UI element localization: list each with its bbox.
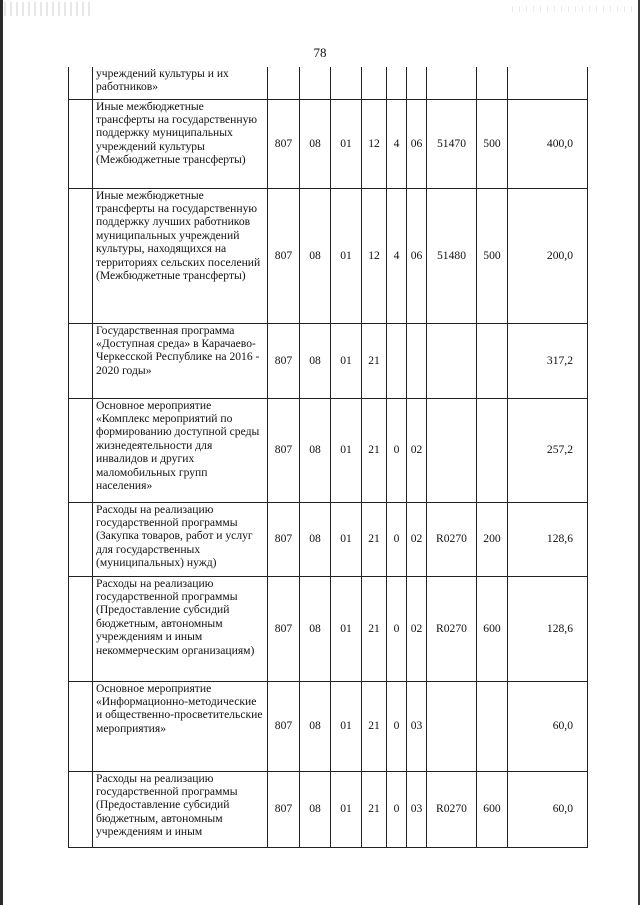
- description-cell: Расходы на реализацию государственной программы (Предоставление субсидий бюджетным, автономным учреждениям и иным: [93, 771, 268, 847]
- scan-noise-marks-right: [512, 6, 632, 12]
- table-row: [69, 99, 588, 188]
- row-number-cell: [69, 99, 93, 188]
- row-number-cell: [69, 681, 93, 771]
- subprogram-cell: 4: [387, 99, 407, 188]
- section-cell: [300, 67, 331, 99]
- grbs-cell: 807: [268, 681, 300, 771]
- amount-cell: 60,0: [508, 681, 588, 771]
- table-row: [69, 771, 588, 847]
- section-cell: 08: [300, 502, 331, 576]
- grbs-cell: 807: [268, 188, 300, 323]
- expense-type-cell: 200: [477, 502, 508, 576]
- description-cell: Основное мероприятие «Комплекс мероприятий по формированию доступной среды жизнедеятельности для инвалидов и других маломобильных групп населения»: [93, 398, 268, 502]
- row-number-cell: [69, 502, 93, 576]
- program-cell: 21: [362, 323, 387, 398]
- scan-edge-left: [0, 0, 3, 905]
- expense-type-cell: 600: [477, 576, 508, 681]
- grbs-cell: 807: [268, 398, 300, 502]
- subsection-cell: 01: [331, 502, 362, 576]
- program-cell: 12: [362, 188, 387, 323]
- main-activity-cell: 02: [407, 576, 427, 681]
- expense-direction-cell: R0270: [427, 576, 477, 681]
- program-cell: [362, 67, 387, 99]
- row-number-cell: [69, 188, 93, 323]
- main-activity-cell: 06: [407, 99, 427, 188]
- expense-direction-cell: [427, 67, 477, 99]
- expense-type-cell: 500: [477, 99, 508, 188]
- section-cell: 08: [300, 398, 331, 502]
- row-number-cell: [69, 771, 93, 847]
- amount-cell: 317,2: [508, 323, 588, 398]
- grbs-cell: 807: [268, 771, 300, 847]
- main-activity-cell: 03: [407, 771, 427, 847]
- subprogram-cell: [387, 67, 407, 99]
- table-row: [69, 502, 588, 576]
- subprogram-cell: [387, 323, 407, 398]
- program-cell: 21: [362, 576, 387, 681]
- subsection-cell: 01: [331, 188, 362, 323]
- subprogram-cell: 0: [387, 398, 407, 502]
- page-number: 78: [313, 45, 327, 60]
- main-activity-cell: [407, 323, 427, 398]
- table-row: [69, 188, 588, 323]
- description-cell: Иные межбюджетные трансферты на государственную поддержку лучших работников муниципальных учреждений культуры, находящихся на территориях сельских поселений (Межбюджетные трансферты): [93, 188, 268, 323]
- subsection-cell: 01: [331, 771, 362, 847]
- program-cell: 21: [362, 398, 387, 502]
- subsection-cell: 01: [331, 323, 362, 398]
- main-activity-cell: 03: [407, 681, 427, 771]
- description-cell: Основное мероприятие «Информационно-методические и общественно-просветительские мероприятия»: [93, 681, 268, 771]
- scan-noise-marks: [4, 2, 94, 16]
- table-row: [69, 681, 588, 771]
- subprogram-cell: 0: [387, 771, 407, 847]
- section-cell: 08: [300, 323, 331, 398]
- subsection-cell: 01: [331, 398, 362, 502]
- section-cell: 08: [300, 771, 331, 847]
- amount-cell: 400,0: [508, 99, 588, 188]
- amount-cell: 257,2: [508, 398, 588, 502]
- main-activity-cell: [407, 67, 427, 99]
- section-cell: 08: [300, 681, 331, 771]
- amount-cell: 60,0: [508, 771, 588, 847]
- section-cell: 08: [300, 188, 331, 323]
- amount-cell: 200,0: [508, 188, 588, 323]
- expense-direction-cell: [427, 323, 477, 398]
- description-cell: учреждений культуры и их работников»: [93, 67, 268, 99]
- main-activity-cell: 06: [407, 188, 427, 323]
- program-cell: 12: [362, 99, 387, 188]
- table-row: [69, 576, 588, 681]
- program-cell: 21: [362, 771, 387, 847]
- table-row: [69, 323, 588, 398]
- subprogram-cell: 4: [387, 188, 407, 323]
- grbs-cell: 807: [268, 576, 300, 681]
- amount-cell: 128,6: [508, 502, 588, 576]
- description-cell: Расходы на реализацию государственной программы (Закупка товаров, работ и услуг для государственных (муниципальных) нужд): [93, 502, 268, 576]
- expense-direction-cell: R0270: [427, 771, 477, 847]
- subsection-cell: 01: [331, 99, 362, 188]
- grbs-cell: [268, 67, 300, 99]
- grbs-cell: 807: [268, 502, 300, 576]
- expense-type-cell: [477, 681, 508, 771]
- description-cell: Расходы на реализацию государственной программы (Предоставление субсидий бюджетным, автономным учреждениям и иным некоммерческим организациям): [93, 576, 268, 681]
- expense-type-cell: [477, 323, 508, 398]
- grbs-cell: 807: [268, 323, 300, 398]
- subprogram-cell: 0: [387, 502, 407, 576]
- amount-cell: 128,6: [508, 576, 588, 681]
- budget-table: [68, 67, 588, 848]
- program-cell: 21: [362, 681, 387, 771]
- program-cell: 21: [362, 502, 387, 576]
- row-number-cell: [69, 67, 93, 99]
- description-cell: Государственная программа «Доступная среда» в Карачаево-Черкесской Республике на 2016 - 2020 годы»: [93, 323, 268, 398]
- expense-direction-cell: 51470: [427, 99, 477, 188]
- expense-direction-cell: [427, 398, 477, 502]
- section-cell: 08: [300, 576, 331, 681]
- section-cell: 08: [300, 99, 331, 188]
- table-row: [69, 67, 588, 99]
- expense-type-cell: [477, 67, 508, 99]
- expense-type-cell: 600: [477, 771, 508, 847]
- main-activity-cell: 02: [407, 398, 427, 502]
- row-number-cell: [69, 576, 93, 681]
- row-number-cell: [69, 398, 93, 502]
- expense-direction-cell: R0270: [427, 502, 477, 576]
- subprogram-cell: 0: [387, 681, 407, 771]
- main-activity-cell: 02: [407, 502, 427, 576]
- subsection-cell: 01: [331, 576, 362, 681]
- amount-cell: [508, 67, 588, 99]
- subsection-cell: [331, 67, 362, 99]
- expense-direction-cell: [427, 681, 477, 771]
- row-number-cell: [69, 323, 93, 398]
- expense-type-cell: 500: [477, 188, 508, 323]
- expense-type-cell: [477, 398, 508, 502]
- description-cell: Иные межбюджетные трансферты на государственную поддержку муниципальных учреждений культуры (Межбюджетные трансферты): [93, 99, 268, 188]
- subprogram-cell: 0: [387, 576, 407, 681]
- grbs-cell: 807: [268, 99, 300, 188]
- expense-direction-cell: 51480: [427, 188, 477, 323]
- subsection-cell: 01: [331, 681, 362, 771]
- table-row: [69, 398, 588, 502]
